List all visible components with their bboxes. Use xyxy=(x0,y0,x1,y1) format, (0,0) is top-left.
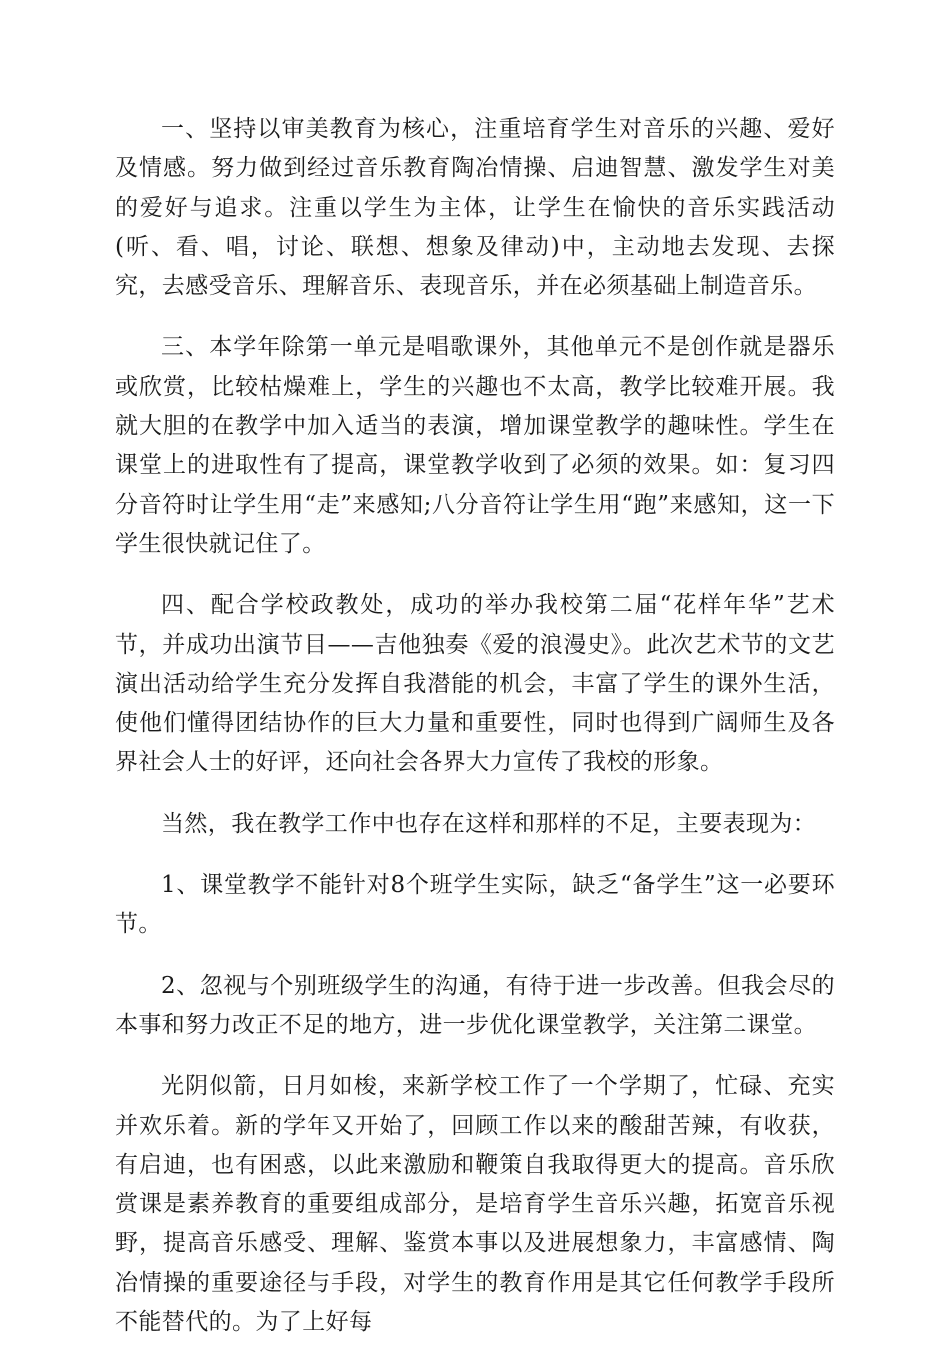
paragraph-shortcoming-2: 2、忽视与个别班级学生的沟通，有待于进一步改善。但我会尽的本事和努力改正不足的地方，进一步优化课堂教学，关注第二课堂。 xyxy=(115,972,835,1038)
paragraph-aesthetic-education: 一、坚持以审美教育为核心，注重培育学生对音乐的兴趣、爱好及情感。努力做到经过音乐教育陶冶情操、启迪智慧、激发学生对美的爱好与追求。注重以学生为主体，让学生在愉快的音乐实践活动(听、看、唱，讨论、联想、想象及律动)中，主动地去发现、去探究，去感受音乐、理解音乐、表现音乐，并在必须基础上制造音乐。 xyxy=(115,116,835,300)
paragraph-reflection: 光阴似箭，日月如梭，来新学校工作了一个学期了，忙碌、充实并欢乐着。新的学年又开始了，回顾工作以来的酸甜苦辣，有收获，有启迪，也有困惑，以此来激励和鞭策自我取得更大的提高。音乐欣赏课是素养教育的重要组成部分，是培育学生音乐兴趣，拓宽音乐视野，提高音乐感受、理解、鉴赏本事以及进展想象力，丰富感情、陶冶情操的重要途径与手段，对学生的教育作用是其它任何教学手段所不能替代的。为了上好每 xyxy=(115,1073,835,1336)
paragraph-art-festival: 四、配合学校政教处，成功的举办我校第二届“花样年华”艺术节，并成功出演节目——吉他独奏《爱的浪漫史》。此次艺术节的文艺演出活动给学生充分发挥自我潜能的机会，丰富了学生的课外生活，使他们懂得团结协作的巨大力量和重要性，同时也得到广阔师生及各界社会人士的好评，还向社会各界大力宣传了我校的形象。 xyxy=(115,592,835,776)
document-body xyxy=(115,110,835,1364)
paragraph-teaching-performance: 三、本学年除第一单元是唱歌课外，其他单元不是创作就是器乐或欣赏，比较枯燥难上，学生的兴趣也不太高，教学比较难开展。我就大胆的在教学中加入适当的表演，增加课堂教学的趣味性。学生在课堂上的进取性有了提高，课堂教学收到了必须的效果。如：复习四分音符时让学生用“走”来感知;八分音符让学生用“跑”来感知，这一下学生很快就记住了。 xyxy=(115,334,835,557)
paragraph-shortcoming-1: 1、课堂教学不能针对8个班学生实际，缺乏“备学生”这一必要环节。 xyxy=(115,872,835,938)
paragraph-shortcomings-intro: 当然，我在教学工作中也存在这样和那样的不足，主要表现为： xyxy=(161,810,817,837)
